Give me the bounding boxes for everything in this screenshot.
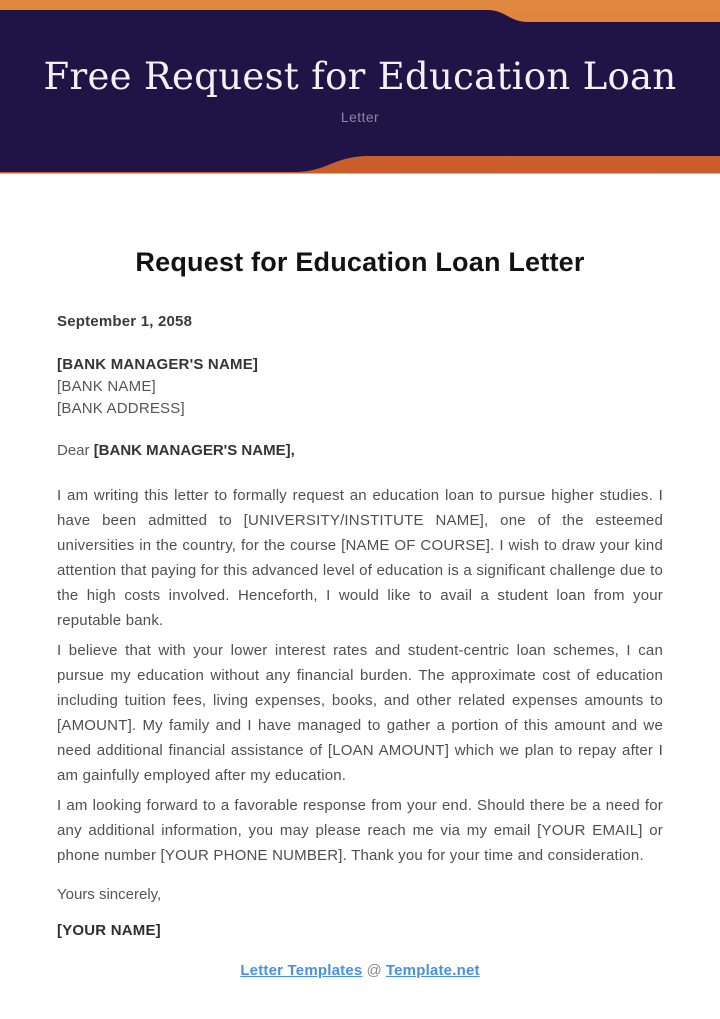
recipient-bank: [BANK NAME] [57, 378, 156, 395]
closing-line: Yours sincerely, [57, 886, 162, 903]
recipient-name: [BANK MANAGER'S NAME] [57, 356, 259, 373]
body-paragraph-2: I believe that with your lower interest rates and student-centric loan schemes, I can pursue my education without any financial burden. The approximate cost of education including tuition fees, living expenses, books, and other related expenses amounts to [AMOUNT]. My family and I have managed to gather a portion of this amount and we need additional financial assistance of [LOAN AMOUNT] which we plan to repay after I am gainfully employed after my education. [57, 642, 663, 784]
body-paragraph-1: I am writing this letter to formally request an education loan to pursue higher studies. I have been admitted to [UNIVERSITY/INSTITUTE NAME], one of the esteemed universities in the country, for the course [NAME OF COURSE]. I wish to draw your kind attention that paying for this advanced level of education is a significant challenge due to the high costs involved. Henceforth, I would like to avail a student loan from your reputable bank. [57, 487, 663, 629]
banner-title: Free Request for Education Loan [43, 54, 677, 98]
template-net-link[interactable]: Template.net [385, 962, 480, 979]
footer-separator: @ [366, 962, 382, 979]
letter-heading: Request for Education Loan Letter [135, 247, 585, 277]
salutation [57, 440, 663, 462]
banner-text [0, 0, 720, 175]
salutation-name: [BANK MANAGER'S NAME] [93, 442, 291, 459]
letter-templates-link[interactable]: Letter Templates [240, 962, 363, 979]
signature-name: [YOUR NAME] [57, 922, 161, 939]
salutation-suffix: , [290, 442, 295, 459]
salutation-prefix: Dear [57, 442, 94, 459]
banner-subtitle: Letter [340, 108, 380, 125]
letter-document [0, 245, 720, 982]
body-paragraph-3: I am looking forward to a favorable response from your end. Should there be a need for any additional information, you may please reach me via my email [YOUR EMAIL] or phone number [YOUR PHONE NUMBER]. Thank you for your time and consideration. [57, 797, 663, 864]
recipient-address: [BANK ADDRESS] [57, 400, 185, 417]
recipient-block [57, 354, 663, 420]
letter-date: September 1, 2058 [57, 313, 193, 330]
footer [57, 960, 663, 982]
banner [0, 0, 720, 175]
